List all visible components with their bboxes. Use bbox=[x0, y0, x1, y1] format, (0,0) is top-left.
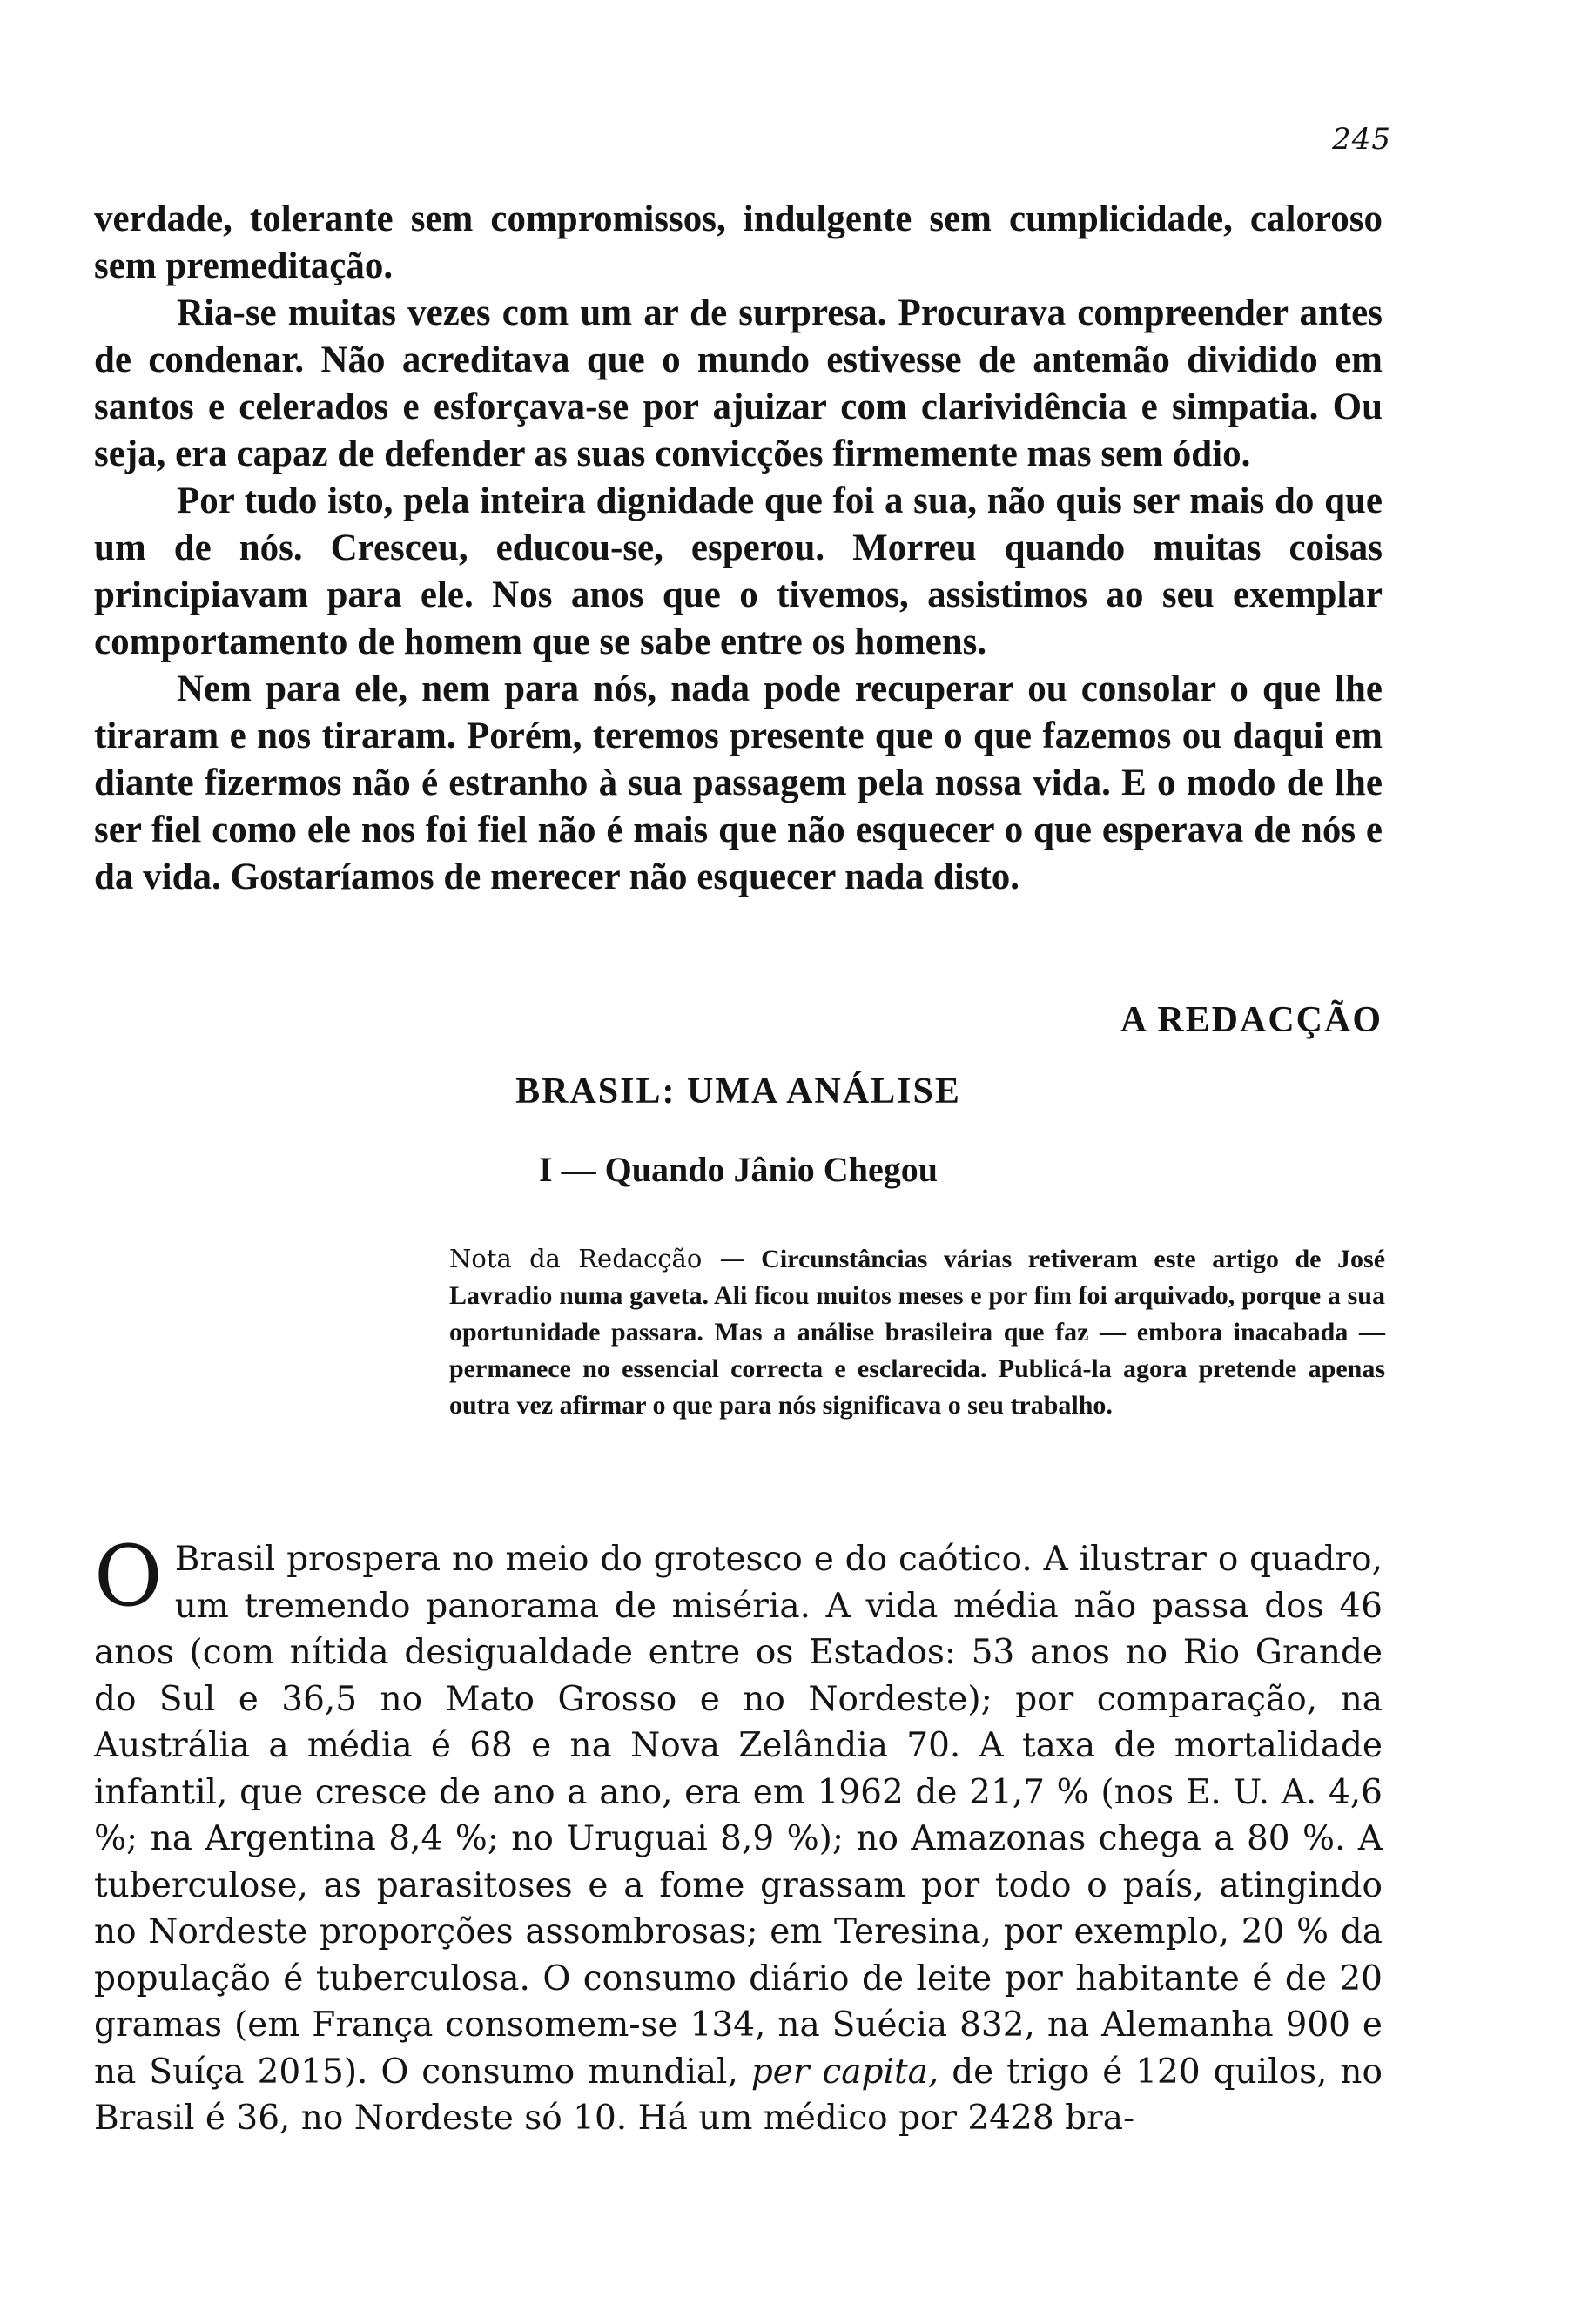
tribute-paragraph: Por tudo isto, pela inteira dignidade que foi a sua, não quis ser mais do que um de nós. Cresceu, educou-se, esperou. Morreu quando muitas coisas principiavam para ele. Nos anos que o tivemos, assistimos ao seu exemplar comportamento de homem que se sabe entre os homens. bbox=[94, 480, 1383, 662]
tribute-paragraph: Ria-se muitas vezes com um ar de surpresa. Procurava compreender antes de condenar. Não acreditava que o mundo estivesse de antemão dividido em santos e celerados e esforçava-se por ajuizar com clarividência e simpatia. Ou seja, era capaz de defender as suas convicções firmemente mas sem ódio. bbox=[94, 292, 1383, 474]
article-body-emphasis: per capita, bbox=[750, 2052, 939, 2092]
tribute-paragraph: verdade, tolerante sem compromissos, indulgente sem cumplicidade, caloroso sem premeditação. bbox=[94, 198, 1383, 286]
article-subtitle: I — Quando Jânio Chegou bbox=[539, 1150, 938, 1189]
drop-cap: O bbox=[94, 1528, 163, 1625]
editor-note bbox=[449, 1240, 1385, 1424]
tribute-paragraph: Nem para ele, nem para nós, nada pode recuperar ou consolar o que lhe tiraram e nos tiraram. Porém, teremos presente que o que fazemos ou daqui em diante fizermos não é estranho à sua passagem pela nossa vida. E o modo de lhe ser fiel como ele nos foi fiel não é mais que não esquecer o que esperava de nós e da vida. Gostaríamos de merecer não esquecer nada disto. bbox=[94, 668, 1383, 897]
page bbox=[94, 0, 1391, 2324]
article-title: BRASIL: UMA ANÁLISE bbox=[515, 1071, 961, 1112]
tribute-text bbox=[94, 196, 1383, 901]
editor-note-label: Nota da Redacção — bbox=[449, 1244, 745, 1273]
article-body bbox=[94, 1528, 1383, 2142]
editor-note-text: Circunstâncias várias retiveram este artigo de José Lavradio numa gaveta. Ali ficou muitos meses e por fim foi arquivado, porque a sua oportunidade passara. Mas a análise brasileira que faz — embora inacabada — permanece no essencial correcta e esclarecida. Publicá-la agora pretende apenas outra vez afirmar o que para nós significava o seu trabalho. bbox=[449, 1245, 1386, 1420]
page-number: 245 bbox=[1332, 122, 1391, 157]
article-body-text: Brasil prospera no meio do grotesco e do caótico. A ilustrar o quadro, um tremendo panorama de miséria. A vida média não passa dos 46 anos (com nítida desigualdade entre os Estados: 53 anos no Rio Grande do Sul e 36,5 no Mato Grosso e no Nordeste); por comparação, na Austrália a média é 68 e na Nova Zelândia 70. A taxa de mortalidade infantil, que cresce de ano a ano, era em 1962 de 21,7 % (nos E. U. A. 4,6 %; na Argentina 8,4 %; no Uruguai 8,9 %); no Amazonas chega a 80 %. A tuberculose, as parasitoses e a fome grassam por todo o país, atingindo no Nordeste proporções assombrosas; em Teresina, por exemplo, 20 % da população é tuberculosa. O consumo diário de leite por habitante é de 20 gramas (em França consomem-se 134, na Suécia 832, na Alemanha 900 e na Suíça 2015). O consumo mundial, bbox=[94, 1540, 1383, 2092]
signature: A REDACÇÃO bbox=[1120, 1000, 1383, 1040]
article-body-text: de trigo é 120 quilos, no Brasil é 36, no Nordeste só 10. Há um médico por 2428 bra- bbox=[94, 2052, 1383, 2138]
